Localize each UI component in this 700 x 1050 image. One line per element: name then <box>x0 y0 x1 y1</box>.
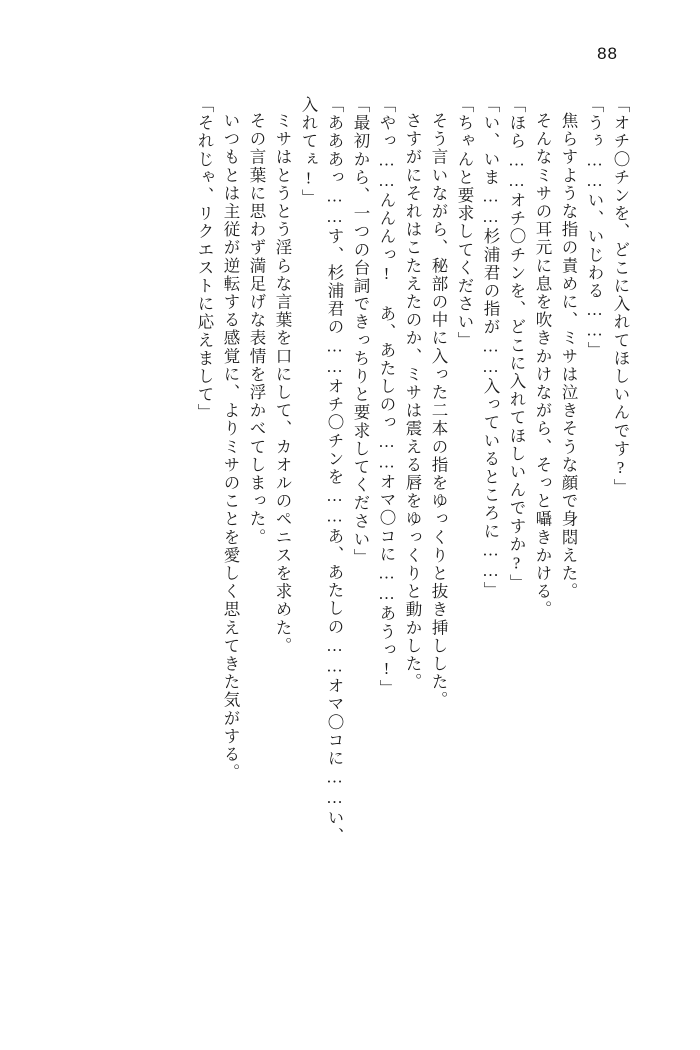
text-line: ミサはとうとう淫らな言葉を口にして、カオルのペニスを求めた。 <box>273 112 292 655</box>
text-line: そんなミサの耳元に息を吹きかけながら、そっと囁きかける。 <box>533 112 552 619</box>
text-line: 「ほら……オチ〇チンを、どこに入れてほしいんですか?」 <box>507 96 526 593</box>
text-line: 「やっ……んんんっ! あ、あたしのっ……オマ〇コに……あうっ!」 <box>377 96 396 698</box>
text-line: 入れてぇ!」 <box>299 96 318 208</box>
text-line: そう言いながら、秘部の中に入った二本の指をゆっくりと抜き挿しした。 <box>429 112 448 710</box>
text-line: いつもとは主従が逆転する感覚に、よりミサのことを愛しく思えてきた気がする。 <box>221 112 240 782</box>
text-line: その言葉に思わず満足げな表情を浮かべてしまった。 <box>247 112 266 547</box>
text-line: 焦らすような指の責めに、ミサは泣きそうな顔で身悶えた。 <box>559 112 578 601</box>
text-line: 「最初から、一つの台詞できっちりと要求してください」 <box>351 96 370 567</box>
text-line: 「オチ〇チンを、どこに入れてほしいんです?」 <box>611 96 630 497</box>
text-line: さすがにそれはこたえたのか、ミサは震える唇をゆっくりと動かした。 <box>403 112 422 692</box>
text-line: 「ちゃんと要求してください」 <box>455 96 474 350</box>
text-line: 「あああっ……す、杉浦君の……オチ〇チンを……あ、あたしの……オマ〇コに……い、 <box>325 96 344 845</box>
page-number: 88 <box>597 44 618 63</box>
text-line: 「それじゃ、リクエストに応えまして」 <box>195 96 214 422</box>
text-line: 「うぅ……い、いじわる……」 <box>585 96 604 360</box>
vertical-text-body <box>186 96 628 946</box>
text-line: 「い、いま……杉浦君の指が……入っているところに……」 <box>481 96 500 600</box>
